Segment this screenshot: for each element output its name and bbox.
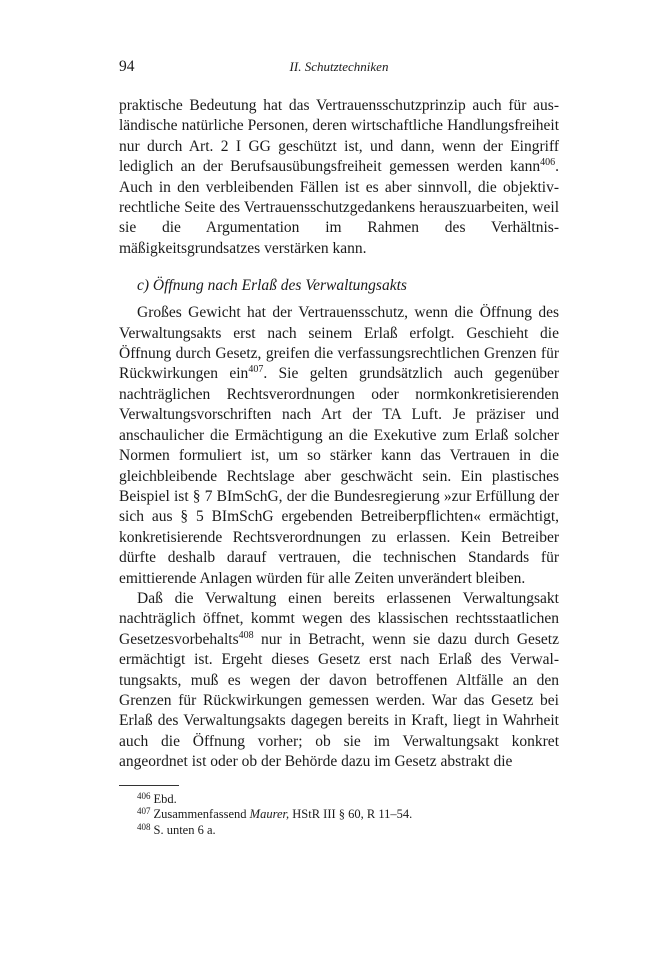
paragraph-3-text: Daß die Verwaltung einen bereits erlassenen Verwaltungsakt nachträglich öffnet, kommt wegen des klassischen rechtsstaatlichen Gesetzesvorbehalts — [119, 589, 559, 648]
footnotes — [119, 792, 559, 839]
footnote-text: S. unten 6 a. — [153, 822, 216, 837]
running-title: II. Schutztechniken — [289, 59, 389, 74]
section-subheading: c) Öffnung nach Erlaß des Verwaltungsakts — [137, 277, 407, 295]
footnote-citation: HStR III § 60, R 11–54. — [289, 807, 413, 822]
paragraph-1-text: praktische Bedeutung hat das Vertrauensschutzprinzip auch für ausländische natürliche Personen, deren wirtschaftliche Handlungsfreiheit nur durch Art. 2 I GG geschützt ist, und dann, wenn der Eingriff lediglich an der Berufsausübungsfreiheit gemessen werden kann — [119, 97, 559, 176]
footnote-number: 407 — [137, 806, 151, 817]
page-header — [119, 56, 559, 78]
footnote-number: 408 — [137, 821, 151, 832]
paragraph-1 — [119, 96, 559, 259]
page-number: 94 — [119, 58, 135, 75]
paragraph-3-tail: nur in Betracht, wenn sie dazu durch Gesetz ermächtigt ist. Ergeht dieses Gesetz erst nach Erlaß des Verwaltungsakts, muß es wegen der davon betroffenen Altfälle an den Grenzen für Rückwirkungen gemessen werden. War das Gesetz bei Erlaß des Verwaltungsakts dagegen bereits in Kraft, liegt in Wahrheit auch die Öffnung vorher; ob sie im Verwaltungsakt konkret angeordnet ist oder ob der Behörde dazu im Gesetz abstrakt die — [119, 630, 559, 771]
footnote-ref-406: 406 — [540, 157, 556, 169]
footnote-408 — [119, 823, 559, 839]
footnote-407 — [119, 807, 559, 823]
paragraph-2-text: Großes Gewicht hat der Vertrauensschutz, wenn die Öffnung des Verwaltungsakts erst nach seinem Erlaß erfolgt. Geschieht die Öffnung durch Gesetz, greifen die verfassungsrechtlichen Grenzen für Rückwirkungen ein — [119, 304, 559, 383]
footnote-text: Zusammenfassend — [153, 807, 250, 822]
book-page — [119, 56, 559, 838]
paragraph-2-tail: . Sie gelten grundsätzlich auch gegenüber nachträglichen Rechtsverordnungen oder normkonkretisierenden Verwaltungsvorschriften nach Art der TA Luft. Je präziser und anschaulicher die Ermächtigung an die Exekutive zum Erlaß solcher Normen formuliert ist, um so stärker kann das Vertrauen in die gleichbleibende Rechtslage aber geschwächt sein. Ein plastisches Beispiel ist § 7 BImSchG, der die Bundesregierung »zur Erfüllung der sich aus § 5 BImSchG ergebenden Betreiberpflichten« ermächtigt, konkretisierende Rechtsverordnungen zu erlassen. Kein Betreiber dürfte deshalb darauf vertrauen, die technischen Standards für emittierende Anlagen würden für alle Zeiten unverändert bleiben. — [119, 365, 559, 587]
footnote-ref-407: 407 — [248, 364, 264, 376]
footnote-author: Maurer, — [249, 807, 290, 822]
paragraph-3 — [119, 589, 559, 773]
footnote-text: Ebd. — [153, 791, 177, 806]
footnote-divider — [119, 785, 179, 786]
paragraph-2 — [119, 303, 559, 589]
footnote-number: 406 — [137, 790, 151, 801]
footnote-ref-408: 408 — [238, 629, 254, 641]
body-text — [119, 96, 559, 773]
footnote-406 — [119, 792, 559, 808]
paragraph-1-tail: . Auch in den verbleibenden Fällen ist es aber sinnvoll, die objektiv-rechtliche Seite des Vertrauensschutzgedankens herauszuarbeiten, weil sie die Argumentation im Rahmen des Verhältnismäßigkeitsgrundsatzes verstärken kann. — [119, 158, 559, 257]
